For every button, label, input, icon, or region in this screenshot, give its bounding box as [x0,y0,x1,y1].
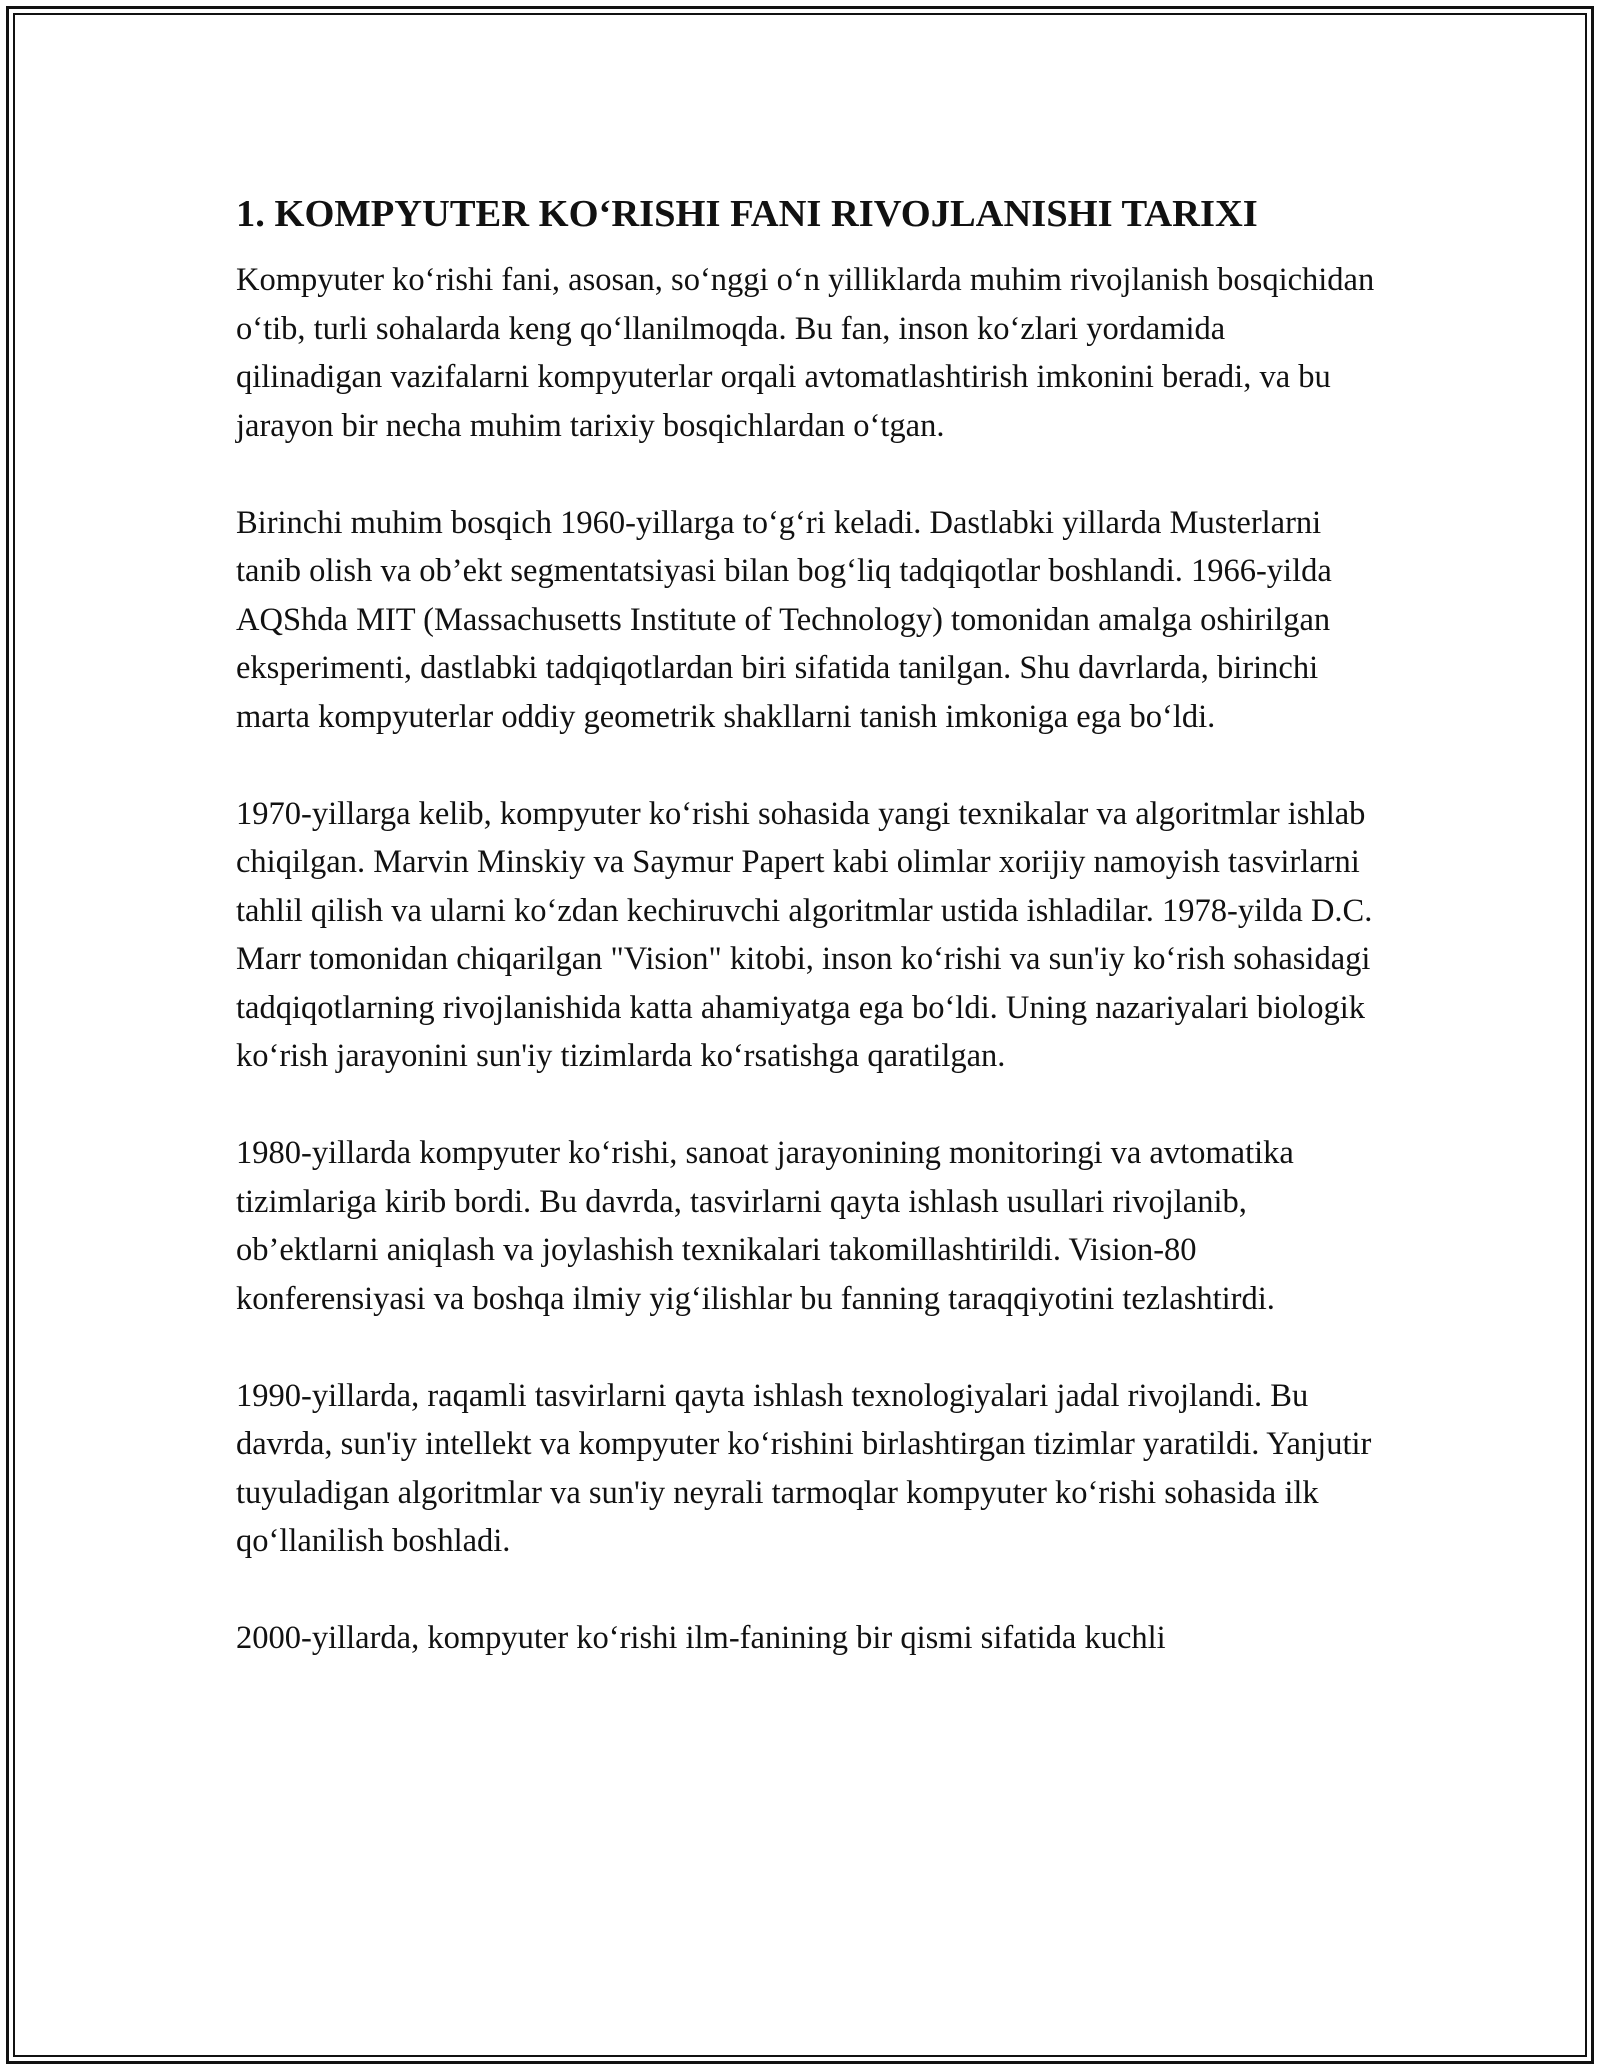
paragraph-1960s: Birinchi muhim bosqich 1960-yillarga toʻgʻri keladi. Dastlabki yillarda Musterlarni tanib olish va ob’ekt segmentatsiyasi bilan bogʻliq tadqiqotlar boshlandi. 1966-yilda AQShda MIT (Massachusetts Institute of Technology) tomonidan amalga oshirilgan eksperimenti, dastlabki tadqiqotlardan biri sifatida tanilgan. Shu davrlarda, birinchi marta kompyuterlar oddiy geometrik shakllarni tanish imkoniga ega boʻldi. [236,504,1332,735]
document-body [236,184,1376,1663]
paragraph-1980s: 1980-yillarda kompyuter koʻrishi, sanoat jarayonining monitoringi va avtomatika tizimlariga kirib bordi. Bu davrda, tasvirlarni qayta ishlash usullari rivojlanib, ob’ektlarni aniqlash va joylashish texnikalari takomillashtirildi. Vision-80 konferensiyasi va boshqa ilmiy yigʻilishlar bu fanning taraqqiyotini tezlashtirdi. [236,1135,1294,1317]
paragraph-intro: Kompyuter koʻrishi fani, asosan, soʻnggi oʻn yilliklarda muhim rivojlanish bosqichidan oʻtib, turli sohalarda keng qoʻllanilmoqda. Bu fan, inson koʻzlari yordamida qilinadigan vazifalarni kompyuterlar orqali avtomatlashtirish imkonini beradi, va bu jarayon bir necha muhim tarixiy bosqichlardan oʻtgan. [236,262,1375,444]
paragraph-1990s: 1990-yillarda, raqamli tasvirlarni qayta ishlash texnologiyalari jadal rivojlandi. Bu davrda, sun'iy intellekt va kompyuter koʻrishini birlashtirgan tizimlar yaratildi. Yanjutir tuyuladigan algoritmlar va sun'iy neyrali tarmoqlar kompyuter koʻrishi sohasida ilk qoʻllanilish boshladi. [236,1377,1372,1559]
paragraph-2000s: 2000-yillarda, kompyuter koʻrishi ilm-fanining bir qismi sifatida kuchli [236,1620,1166,1656]
paragraph-1970s: 1970-yillarga kelib, kompyuter koʻrishi sohasida yangi texnikalar va algoritmlar ishlab chiqilgan. Marvin Minskiy va Saymur Papert kabi olimlar xorijiy namoyish tasvirlarni tahlil qilish va ularni koʻzdan kechiruvchi algoritmlar ustida ishladilar. 1978-yilda D.C. Marr tomonidan chiqarilgan "Vision" kitobi, inson koʻrishi va sun'iy koʻrish sohasidagi tadqiqotlarning rivojlanishida katta ahamiyatga ega boʻldi. Uning nazariyalari biologik koʻrish jarayonini sun'iy tizimlarda koʻrsatishga qaratilgan. [236,795,1373,1074]
section-title: 1. KOMPYUTER KOʻRISHI FANI RIVOJLANISHI TARIXI [236,193,1258,235]
